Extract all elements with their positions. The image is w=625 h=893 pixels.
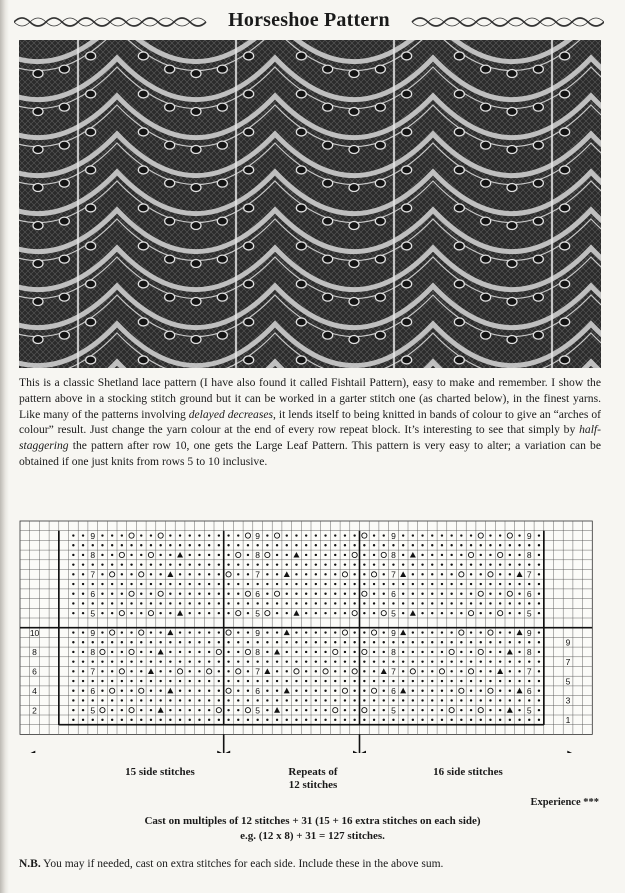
book-spine-shadow: [0, 0, 9, 893]
cast-on-line-2: e.g. (12 x 8) + 31 = 127 stitches.: [240, 830, 385, 842]
svg-text:4: 4: [32, 685, 37, 696]
svg-text:8: 8: [526, 550, 532, 561]
svg-text:5: 5: [391, 705, 396, 716]
repeats-label: Repeats of 12 stitches: [288, 766, 338, 791]
page-title: Horseshoe Pattern: [14, 9, 604, 32]
svg-text:8: 8: [32, 647, 37, 658]
page-header: [14, 6, 604, 36]
cast-on-instructions: [0, 814, 625, 844]
svg-text:5: 5: [90, 608, 96, 619]
svg-text:9: 9: [255, 530, 261, 541]
svg-text:7: 7: [391, 569, 396, 580]
svg-text:6: 6: [255, 685, 261, 696]
svg-text:8: 8: [526, 647, 532, 658]
svg-text:6: 6: [526, 685, 532, 696]
svg-text:6: 6: [391, 685, 396, 696]
knitting-chart: [18, 518, 603, 753]
svg-text:8: 8: [391, 647, 396, 658]
svg-text:5: 5: [526, 608, 532, 619]
svg-text:5: 5: [391, 608, 396, 619]
svg-text:9: 9: [391, 530, 396, 541]
svg-text:6: 6: [90, 685, 96, 696]
svg-text:9: 9: [526, 627, 532, 638]
svg-text:7: 7: [526, 569, 532, 580]
svg-text:7: 7: [526, 666, 532, 677]
svg-text:8: 8: [391, 550, 396, 561]
svg-text:8: 8: [255, 550, 261, 561]
svg-text:6: 6: [391, 588, 396, 599]
svg-text:7: 7: [565, 656, 571, 667]
svg-text:7: 7: [391, 666, 396, 677]
svg-text:9: 9: [255, 627, 261, 638]
svg-text:5: 5: [255, 705, 261, 716]
svg-text:8: 8: [90, 550, 96, 561]
svg-text:8: 8: [90, 647, 96, 658]
intro-paragraph: This is a classic Shetland lace pattern (I have also found it called Fishtail Pattern), easy to make and remember. I show the pattern above in a stocking stitch ground but it can be worked in a garter stitch one (as charted below), in the finest yarns. Like many of the patterns involving delayed decreases, it lends itself to being knitted in bands of colour to give an “arches of colour” result. Just change the yarn colour at the end of every row repeat block. It’s interesting to see that simply by half-staggering the pattern after row 10, one gets the Large Leaf Pattern. This pattern is very easy to alter; a variation can be obtained if one just knits from rows 5 to 10 inclusive.: [19, 376, 602, 468]
svg-text:9: 9: [90, 530, 96, 541]
cast-on-line-1: Cast on multiples of 12 stitches + 31 (15 + 16 extra stitches on each side): [144, 815, 481, 827]
svg-text:6: 6: [32, 666, 37, 677]
svg-text:7: 7: [90, 569, 96, 580]
side-stitches-right-label: 16 side stitches: [433, 766, 503, 778]
svg-text:8: 8: [255, 647, 261, 658]
svg-text:5: 5: [526, 705, 532, 716]
lace-knitting-photo: [19, 40, 601, 368]
experience-rating: Experience ***: [530, 797, 599, 808]
svg-text:9: 9: [391, 627, 396, 638]
svg-text:6: 6: [90, 588, 96, 599]
svg-text:9: 9: [90, 627, 96, 638]
svg-text:10: 10: [29, 627, 40, 638]
svg-text:3: 3: [565, 695, 571, 706]
svg-text:6: 6: [526, 588, 532, 599]
svg-text:5: 5: [255, 608, 261, 619]
svg-text:5: 5: [565, 676, 571, 687]
svg-text:5: 5: [90, 705, 96, 716]
svg-text:7: 7: [255, 666, 261, 677]
svg-text:7: 7: [255, 569, 261, 580]
svg-text:1: 1: [565, 715, 571, 726]
svg-text:7: 7: [90, 666, 96, 677]
svg-text:9: 9: [526, 530, 532, 541]
note-paragraph: N.B. You may if needed, cast on extra stitches for each side. Include these in the above sum.: [19, 858, 444, 870]
svg-text:2: 2: [32, 705, 37, 716]
side-stitches-left-label: 15 side stitches: [125, 766, 195, 778]
svg-text:6: 6: [255, 588, 261, 599]
svg-text:9: 9: [565, 637, 571, 648]
